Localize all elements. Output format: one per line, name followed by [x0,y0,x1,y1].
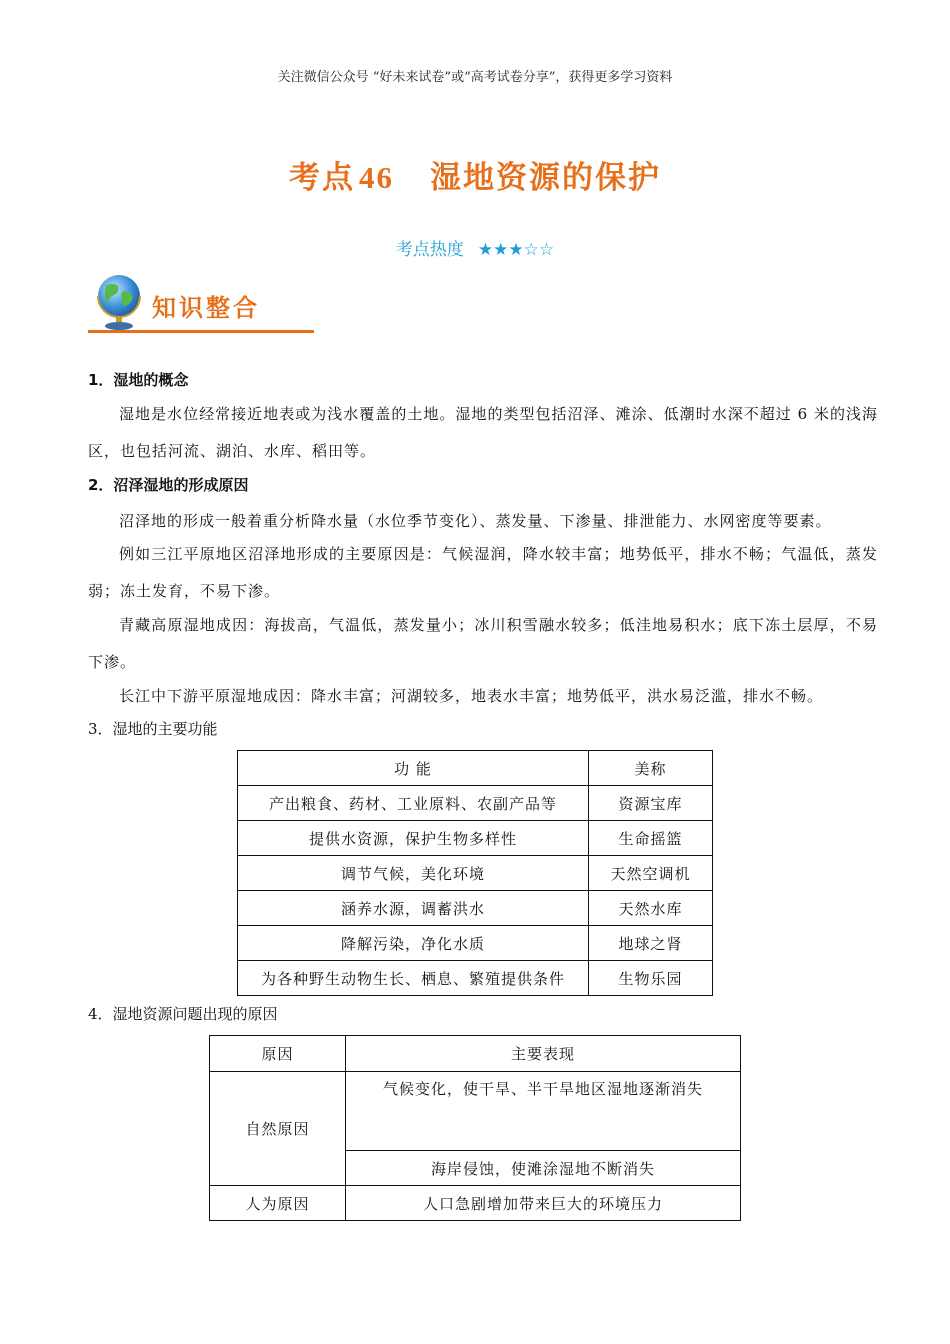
table-cell: 气候变化，使干旱、半干旱地区湿地逐渐消失 [346,1072,741,1151]
table-cell: 生物乐园 [589,961,713,996]
title-topic: 湿地资源的保护 [430,160,661,196]
table-row [238,856,713,891]
section-heading-3: 3．湿地的主要功能 [88,720,218,738]
table-row [238,821,713,856]
table-header-row [210,1036,741,1072]
paragraph: 湿地是水位经常接近地表或为浅水覆盖的土地。湿地的类型包括沼泽、滩涂、低潮时水深不超过 6 米的浅海区，也包括河流、湖泊、水库、稻田等。 [88,405,878,460]
paragraph: 青藏高原湿地成因：海拔高，气温低，蒸发量小；冰川积雪融水较多；低洼地易积水；底下冻土层厚，不易下渗。 [88,616,878,671]
table-cell: 降解污染，净化水质 [238,926,589,961]
table-cell: 涵养水源，调蓄洪水 [238,891,589,926]
table-cell: 海岸侵蚀，使滩涂湿地不断消失 [346,1151,741,1186]
table-header: 功 能 [238,751,589,786]
table-cell: 人为原因 [210,1186,346,1221]
banner-label: 知识整合 [152,294,260,322]
table-cell: 为各种野生动物生长、栖息、繁殖提供条件 [238,961,589,996]
paragraph: 沼泽地的形成一般着重分析降水量（水位季节变化）、蒸发量、下渗量、排泄能力、水网密度等要素。 [119,512,832,530]
table-cell: 提供水资源，保护生物多样性 [238,821,589,856]
table-cell: 自然原因 [210,1072,346,1186]
table-cell: 生命摇篮 [589,821,713,856]
table-cell: 产出粮食、药材、工业原料、农副产品等 [238,786,589,821]
table-row [238,891,713,926]
table-row [210,1186,741,1221]
table-cell: 地球之肾 [589,926,713,961]
heat-rating [0,235,950,260]
title-number: 46 [359,160,394,195]
table-cell: 资源宝库 [589,786,713,821]
star-rating: ★★★☆☆ [477,240,555,260]
header-note: 关注微信公众号 “好未来试卷”或“高考试卷分享”，获得更多学习资料 [277,70,673,85]
table-cell: 天然水库 [589,891,713,926]
table-cell: 人口急剧增加带来巨大的环境压力 [346,1186,741,1221]
table-header-row [238,751,713,786]
table-row [210,1072,741,1151]
table-row [238,926,713,961]
section-heading-4: 4．湿地资源问题出现的原因 [88,1005,278,1023]
banner-underline [88,330,314,333]
paragraph: 例如三江平原地区沼泽地形成的主要原因是：气候湿润，降水较丰富；地势低平，排水不畅；气温低，蒸发弱；冻土发育，不易下渗。 [88,545,878,600]
table-row [238,961,713,996]
table-header: 原因 [210,1036,346,1072]
section-heading-1: 1．湿地的概念 [88,371,189,389]
section-banner [88,270,314,336]
table-header: 主要表现 [346,1036,741,1072]
paragraph: 长江中下游平原湿地成因：降水丰富；河湖较多，地表水丰富；地势低平，洪水易泛滥，排水不畅。 [119,687,824,705]
section-heading-2: 2．沼泽湿地的形成原因 [88,476,249,494]
wetland-problem-table [209,1035,741,1221]
globe-icon [92,272,146,332]
table-row [238,786,713,821]
heat-label: 考点热度 [395,240,464,260]
page-title [0,152,950,197]
table-cell: 天然空调机 [589,856,713,891]
title-prefix: 考点 [289,160,355,196]
wetland-function-table [237,750,713,996]
table-header: 美称 [589,751,713,786]
table-cell: 调节气候，美化环境 [238,856,589,891]
